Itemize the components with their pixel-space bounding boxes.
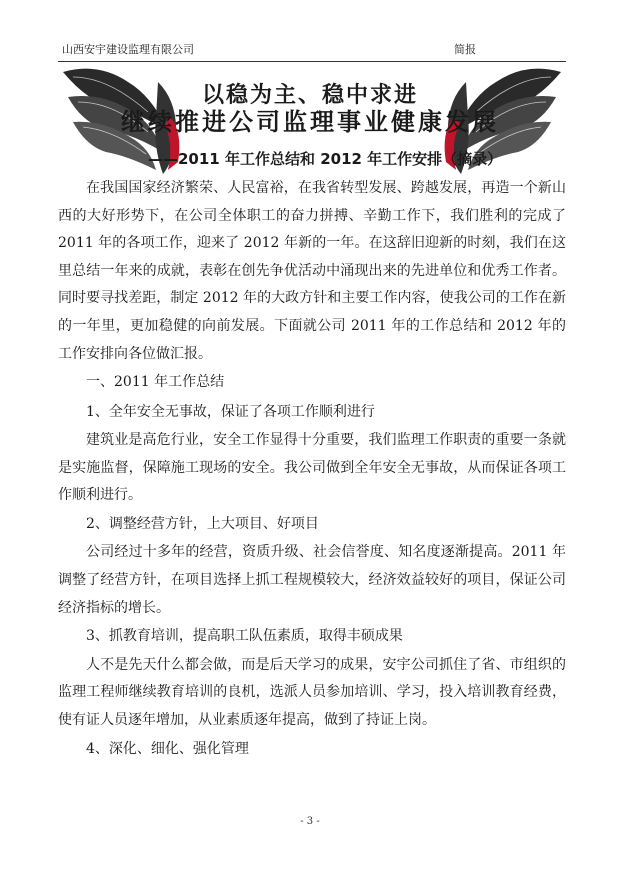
intro-paragraph: 在我国国家经济繁荣、人民富裕，在我省转型发展、跨越发展，再造一个新山西的大好形势下，在公司全体职工的奋力拼搏、辛勤工作下，我们胜利的完成了 2011 年的各项工作，迎来了 2012 年新的一年。在这辞旧迎新的时刻，我们在这里总结一年来的成就，表彰在创先争优活动中涌现出来的先进单位和优秀工作者。同时要寻找差距，制定 2012 年的大政方针和主要工作内容，使我公司的工作在新的一年里，更加稳健的向前发展。下面就公司 2011 年的工作总结和 2012 年的工作安排向各位做汇报。: [58, 180, 566, 362]
item-3-title: 3、抓教育培训，提高职工队伍素质，取得丰硕成果: [86, 628, 403, 645]
page-number: - 3 -: [300, 816, 320, 827]
item-1-title: 1、全年安全无事故，保证了各项工作顺利进行: [86, 403, 375, 420]
title-line-1: 以稳为主、稳中求进: [201, 82, 418, 108]
page-header: [58, 41, 566, 62]
header-doc-type: 简报: [454, 43, 476, 56]
item-2-text: 公司经过十多年的经营，资质升级、社会信誉度、知名度逐渐提高。2011 年调整了经营方针，在项目选择上抓工程规模较大，经济效益较好的项目，保证公司经济指标的增长。: [58, 544, 566, 616]
item-1-text: 建筑业是高危行业，安全工作显得十分重要，我们监理工作职责的重要一条就是实施监督，保障施工现场的安全。我公司做到全年安全无事故，从而保证各项工作顺利进行。: [58, 432, 566, 504]
document-body: [58, 175, 566, 764]
item-4-title: 4、深化、细化、强化管理: [86, 740, 249, 757]
title-line-2: 继续推进公司监理事业健康发展: [121, 107, 499, 136]
item-2-title: 2、调整经营方针，上大项目、好项目: [86, 515, 319, 532]
item-3-text: 人不是先天什么都会做，而是后天学习的成果，安宇公司抓住了省、市组织的监理工程师继续教育培训的良机，选派人员参加培训、学习，投入培训教育经费，使有证人员逐年增加，从业素质逐年提高，做到了持证上岗。: [58, 656, 566, 728]
section-heading-1: 一、2011 年工作总结: [86, 374, 225, 391]
header-company: 山西安宇建设监理有限公司: [62, 43, 194, 56]
subtitle: ——2011 年工作总结和 2012 年工作安排（摘录）: [148, 150, 503, 168]
